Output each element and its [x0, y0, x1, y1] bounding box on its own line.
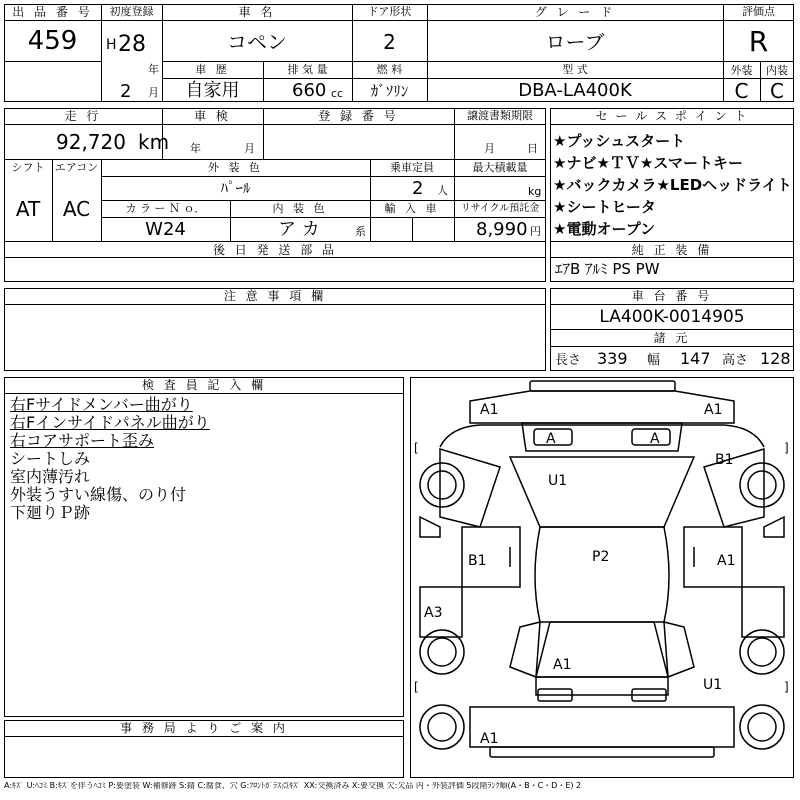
- grade-label: グ レ ー ド: [534, 5, 616, 19]
- usage-value: 自家用: [185, 80, 240, 101]
- inspector-note: 下廻りＰ跡: [10, 503, 91, 522]
- sales-point-line: ★ナビ★ＴＶ★スマートキー: [553, 154, 744, 172]
- int-color-suffix: 系: [355, 225, 366, 238]
- fuel-value: ｶﾞｿﾘﾝ: [370, 82, 409, 100]
- mark-a1-rear-bumper: A1: [480, 731, 499, 747]
- equipment-value: ｴｱB ｱﾙﾐ PS PW: [555, 260, 660, 278]
- height-label: 高さ: [722, 353, 749, 368]
- int-color-label: 内 装 色: [272, 202, 328, 215]
- mark-a1-front-right: A1: [704, 402, 723, 418]
- plate-label: 登 録 番 号: [318, 109, 399, 123]
- lot-number: 459: [27, 26, 78, 56]
- later-parts-label: 後 日 発 送 部 品: [212, 243, 338, 257]
- door-value: 2: [383, 30, 396, 54]
- model-value: DBA-LA400K: [518, 80, 632, 101]
- chassis-label: 車 台 番 号: [631, 289, 713, 303]
- lot-number-label: 出 品 番 号: [12, 5, 93, 19]
- width-label: 幅: [647, 353, 661, 368]
- car-name: コペン: [227, 30, 287, 54]
- transfer-day-unit: 日: [527, 142, 538, 155]
- score-label: 評価点: [742, 5, 775, 18]
- car-body-diagram: [410, 377, 794, 778]
- mark-p2-cabin: P2: [592, 549, 610, 565]
- svg-text:[: [: [414, 441, 419, 455]
- aircon-value: AC: [62, 197, 91, 221]
- int-score-label: 内装: [766, 64, 788, 77]
- mark-a-left: A: [546, 431, 556, 447]
- inspector-notes-list: [10, 396, 400, 522]
- svg-text:[: [: [414, 680, 419, 694]
- shift-value: AT: [15, 197, 41, 221]
- ext-color-label: 外 装 色: [208, 161, 263, 174]
- sales-point-line: ★シートヒータ: [553, 198, 656, 216]
- chassis-value: LA400K-0014905: [599, 307, 745, 327]
- height-value: 128: [760, 349, 791, 368]
- door-label: ドア形状: [367, 5, 412, 18]
- inspection-label: 車 検: [194, 109, 231, 123]
- mark-u1-rear-right: U1: [703, 677, 723, 693]
- score-value: R: [748, 25, 769, 58]
- reg-year: 28: [118, 32, 146, 57]
- first-reg-label: 初度登録: [109, 5, 154, 18]
- usage-label: 車 歴: [195, 63, 230, 76]
- int-score: C: [770, 79, 784, 103]
- length-value: 339: [597, 349, 628, 368]
- mark-a3-rear-left: A3: [424, 605, 443, 621]
- mileage-value: 92,720: [56, 130, 126, 154]
- model-label: 型 式: [562, 63, 588, 76]
- inspection-year-unit: 年: [190, 142, 201, 155]
- inspector-note: 右Fインサイドパネル曲がり: [10, 413, 210, 432]
- displacement-value: 660: [292, 80, 327, 101]
- specs-label: 諸 元: [653, 331, 691, 345]
- mark-u1-hood: U1: [548, 473, 568, 489]
- color-no-value: W24: [145, 219, 186, 240]
- reg-month: 2: [120, 81, 132, 102]
- sales-points-list: [553, 130, 793, 240]
- mileage-label: 走 行: [64, 109, 102, 123]
- notes-label: 注 意 事 項 欄: [223, 289, 327, 303]
- inspector-note: 右コアサポート歪み: [10, 431, 155, 450]
- aircon-label: エアコン: [54, 161, 99, 174]
- svg-text:]: ]: [784, 441, 789, 455]
- capacity-label: 乗車定員: [390, 161, 434, 174]
- sales-point-line: ★プッシュスタート: [553, 132, 686, 150]
- recycle-value: 8,990: [476, 219, 528, 240]
- displacement-label: 排 気 量: [287, 63, 328, 76]
- recycle-unit: 円: [530, 225, 541, 238]
- mark-a1-right-door: A1: [717, 553, 736, 569]
- sales-point-line: ★電動オープン: [553, 220, 656, 238]
- color-no-label: カ ラ ー Ｎ ｏ．: [125, 202, 206, 215]
- fuel-label: 燃 料: [376, 63, 403, 76]
- inspector-label: 検 査 員 記 入 欄: [141, 378, 267, 392]
- sales-point-line: ★バックカメラ★LEDヘッドライト: [553, 176, 792, 194]
- era: H: [106, 37, 117, 53]
- transfer-month-unit: 月: [484, 142, 495, 155]
- inspector-note: 右Fサイドメンバー曲がり: [10, 395, 193, 414]
- max-load-label: 最大積載量: [472, 161, 528, 174]
- mileage-unit: km: [138, 130, 170, 154]
- length-label: 長さ: [555, 353, 582, 368]
- legend-text: A:ｷｽﾞ U:ﾍｺﾐ B:ｷｽﾞを伴うﾍｺﾐ P:要塗装 W:補修跡 S:錆 C:腐食、穴 G:ﾌﾛﾝﾄｶﾞﾗｽ点ｷｽﾞ XX:交換済み X:要交換 欠:欠品 内・外装評価 5段階ﾗﾝｸ順(A・B・C・D・E) 2: [4, 782, 582, 790]
- sales-points-label: セ ー ル ス ポ イ ン ト: [595, 109, 749, 123]
- inspector-note: 外装うすい線傷、のり付: [10, 485, 187, 504]
- ext-score: C: [734, 79, 749, 103]
- reg-year-unit: 年: [148, 63, 159, 76]
- shift-label: シフト: [11, 161, 45, 174]
- mark-a1-front-left: A1: [480, 402, 499, 418]
- reg-month-unit: 月: [148, 86, 159, 99]
- transfer-label: 譲渡書類期限: [467, 109, 533, 122]
- width-value: 147: [680, 349, 711, 368]
- capacity-unit: 人: [437, 184, 448, 197]
- mark-b1-top-right: B1: [715, 452, 734, 468]
- mark-a1-rear-deck: A1: [553, 657, 572, 673]
- svg-text:]: ]: [784, 680, 789, 694]
- mark-b1-left-door: B1: [468, 553, 487, 569]
- ext-color-value: ﾊﾟｰﾙ: [220, 179, 251, 197]
- equipment-label: 純 正 装 備: [631, 243, 713, 257]
- inspector-note: シートしみ: [10, 449, 91, 468]
- max-load-unit: kg: [528, 185, 542, 198]
- recycle-label: リサイクル預託金: [460, 203, 540, 214]
- inspector-note: 室内薄汚れ: [10, 467, 91, 486]
- inspection-month-unit: 月: [244, 142, 255, 155]
- mark-a-right: A: [650, 431, 660, 447]
- grade-value: ローブ: [545, 30, 605, 54]
- ext-score-label: 外装: [730, 64, 753, 77]
- car-name-label: 車 名: [238, 5, 276, 19]
- int-color-value: ア カ: [278, 219, 320, 240]
- office-label: 事 務 局 よ り ご 案 内: [120, 721, 288, 735]
- capacity-value: 2: [412, 178, 424, 199]
- displacement-unit: cc: [331, 87, 344, 100]
- import-label: 輸 入 車: [384, 202, 440, 215]
